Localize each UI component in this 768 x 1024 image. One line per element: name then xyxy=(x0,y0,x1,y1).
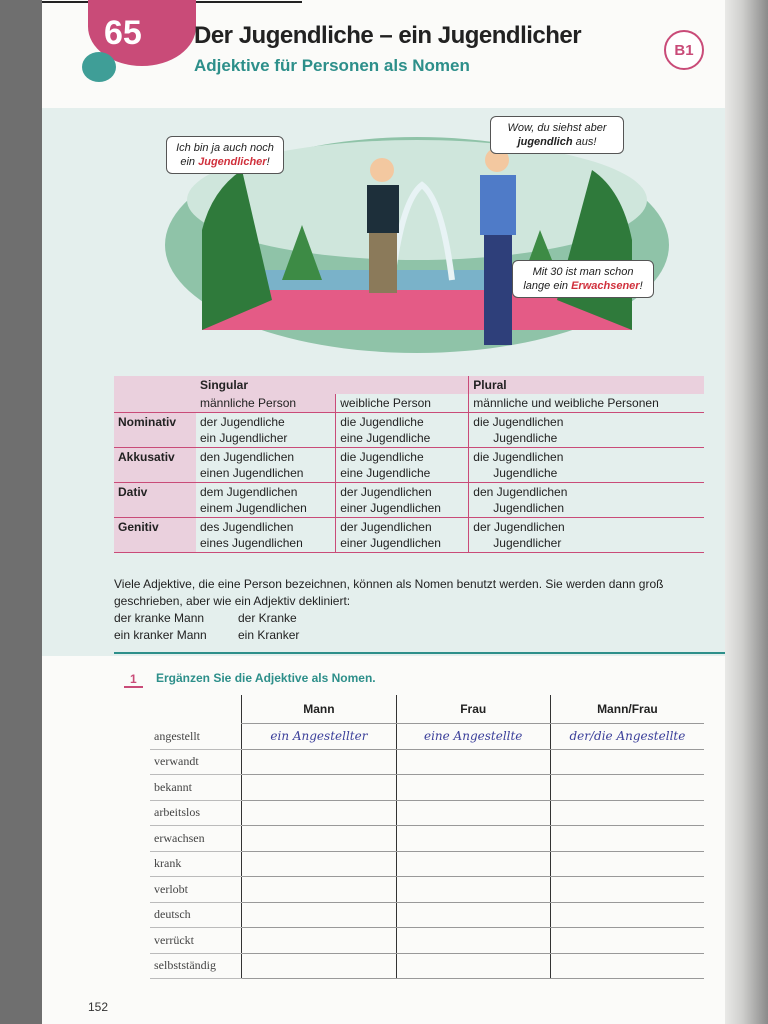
answer-frau[interactable] xyxy=(396,749,550,775)
answer-frau[interactable] xyxy=(396,826,550,852)
unit-badge-drop xyxy=(82,52,116,82)
answer-mann-frau[interactable]: der/die Angestellte xyxy=(550,724,704,750)
speech-bubble-young: Ich bin ja auch noch ein Jugendlicher! xyxy=(166,136,284,174)
adjective-label: arbeitslos xyxy=(150,800,242,826)
table-row xyxy=(114,448,704,483)
example-noun: der Kranke xyxy=(238,611,297,625)
book-spine-edge xyxy=(725,0,768,1024)
answer-frau[interactable] xyxy=(396,851,550,877)
declension-table xyxy=(114,376,704,553)
example-row xyxy=(114,610,714,627)
answer-frau[interactable]: eine Angestellte xyxy=(396,724,550,750)
note-text: Viele Adjektive, die eine Person bezeichnen, können als Nomen benutzt werden. Sie werden dann groß geschrieben, aber wie ein Adjektiv dekliniert: xyxy=(114,577,664,608)
answer-mann[interactable] xyxy=(242,877,396,903)
answer-mann[interactable] xyxy=(242,953,396,979)
example-noun: ein Kranker xyxy=(238,628,300,642)
table-row xyxy=(114,413,704,448)
table-row xyxy=(150,902,704,928)
answer-mann-frau[interactable] xyxy=(550,953,704,979)
exercise-table xyxy=(150,695,704,979)
case-label: Genitiv xyxy=(114,518,196,553)
adjective-label: bekannt xyxy=(150,775,242,801)
column-header-frau: Frau xyxy=(396,695,550,724)
unit-number: 65 xyxy=(104,14,142,52)
cell-text: den Jugendlichen xyxy=(200,450,295,464)
answer-frau[interactable] xyxy=(396,902,550,928)
page-title: Der Jugendliche – ein Jugendlicher xyxy=(194,22,582,49)
case-label: Akkusativ xyxy=(114,448,196,483)
table-row xyxy=(150,775,704,801)
subheader-feminine: weibliche Person xyxy=(336,394,469,413)
table-row xyxy=(150,749,704,775)
answer-mann-frau[interactable] xyxy=(550,826,704,852)
cell-text: des Jugendlichen xyxy=(200,520,294,534)
cell-text: einen Jugendlichen xyxy=(200,466,304,480)
adjective-label: verwandt xyxy=(150,749,242,775)
cell-text: der Jugendlichen xyxy=(473,520,565,534)
answer-frau[interactable] xyxy=(396,928,550,954)
adjective-label: krank xyxy=(150,851,242,877)
table-row xyxy=(150,953,704,979)
cell-text: der Jugendliche xyxy=(200,415,285,429)
example-adjective: ein kranker Mann xyxy=(114,628,207,642)
cell-text: die Jugendlichen xyxy=(473,450,564,464)
cell-text: einer Jugendlichen xyxy=(340,536,441,550)
exercise-instruction: Ergänzen Sie die Adjektive als Nomen. xyxy=(156,671,376,685)
page-number: 152 xyxy=(88,1000,109,1014)
subheader-plural: männliche und weibliche Personen xyxy=(469,394,704,413)
adjective-label: selbstständig xyxy=(150,953,242,979)
case-label: Dativ xyxy=(114,483,196,518)
column-header-mann-frau: Mann/Frau xyxy=(550,695,704,724)
cell-text: die Jugendliche xyxy=(340,415,424,429)
level-badge: B1 xyxy=(664,30,704,70)
answer-mann[interactable] xyxy=(242,800,396,826)
answer-frau[interactable] xyxy=(396,877,550,903)
answer-frau[interactable] xyxy=(396,800,550,826)
speech-bubble-bottom-right: Mit 30 ist man schon lange ein Erwachsener! xyxy=(512,260,654,298)
answer-mann[interactable] xyxy=(242,826,396,852)
cell-text: Jugendliche xyxy=(493,466,558,480)
answer-mann[interactable] xyxy=(242,775,396,801)
answer-mann-frau[interactable] xyxy=(550,800,704,826)
speech-bubble-top-right: Wow, du siehst aber jugendlich aus! xyxy=(490,116,624,154)
adjective-label: verrückt xyxy=(150,928,242,954)
answer-mann-frau[interactable] xyxy=(550,749,704,775)
table-row xyxy=(114,483,704,518)
header-plural: Plural xyxy=(469,376,704,394)
cell-text: eine Jugendliche xyxy=(340,431,431,445)
subheader-masculine: männliche Person xyxy=(196,394,336,413)
answer-mann[interactable] xyxy=(242,851,396,877)
section-divider xyxy=(114,652,725,654)
cell-text: die Jugendlichen xyxy=(473,415,564,429)
adjective-label: verlobt xyxy=(150,877,242,903)
cell-text: eine Jugendliche xyxy=(340,466,431,480)
answer-mann[interactable]: ein Angestellter xyxy=(242,724,396,750)
cell-text: dem Jugendlichen xyxy=(200,485,298,499)
adjective-label: erwachsen xyxy=(150,826,242,852)
table-row xyxy=(150,851,704,877)
cell-text: einer Jugendlichen xyxy=(340,501,441,515)
example-adjective: der kranke Mann xyxy=(114,611,205,625)
table-row xyxy=(150,877,704,903)
page-subtitle: Adjektive für Personen als Nomen xyxy=(194,56,470,75)
cell-text: Jugendliche xyxy=(493,431,558,445)
answer-mann[interactable] xyxy=(242,902,396,928)
cell-text: einem Jugendlichen xyxy=(200,501,307,515)
answer-mann-frau[interactable] xyxy=(550,902,704,928)
cell-text: der Jugendlichen xyxy=(340,520,432,534)
answer-mann-frau[interactable] xyxy=(550,928,704,954)
column-header-mann: Mann xyxy=(242,695,396,724)
cell-text: eines Jugendlichen xyxy=(200,536,303,550)
answer-frau[interactable] xyxy=(396,953,550,979)
answer-mann[interactable] xyxy=(242,928,396,954)
table-row xyxy=(150,800,704,826)
table-row xyxy=(150,928,704,954)
table-row xyxy=(114,518,704,553)
cell-text: der Jugendlichen xyxy=(340,485,432,499)
grammar-note xyxy=(114,576,714,644)
exercise-number: 1 xyxy=(124,672,143,688)
cell-text: ein Jugendlicher xyxy=(200,431,288,445)
cell-text: den Jugendlichen xyxy=(473,485,568,499)
adjective-label: deutsch xyxy=(150,902,242,928)
case-label: Nominativ xyxy=(114,413,196,448)
textbook-page xyxy=(42,0,725,1024)
adjective-label: angestellt xyxy=(150,724,242,750)
answer-mann-frau[interactable] xyxy=(550,775,704,801)
answer-mann-frau[interactable] xyxy=(550,851,704,877)
example-row xyxy=(114,627,714,644)
answer-mann[interactable] xyxy=(242,749,396,775)
table-row xyxy=(150,724,704,750)
answer-mann-frau[interactable] xyxy=(550,877,704,903)
table-row xyxy=(150,826,704,852)
older-man-figure xyxy=(480,148,516,345)
cell-text: die Jugendliche xyxy=(340,450,424,464)
cell-text: Jugendlicher xyxy=(493,536,562,550)
header-singular: Singular xyxy=(200,378,249,392)
answer-frau[interactable] xyxy=(396,775,550,801)
cell-text: Jugendlichen xyxy=(493,501,565,515)
